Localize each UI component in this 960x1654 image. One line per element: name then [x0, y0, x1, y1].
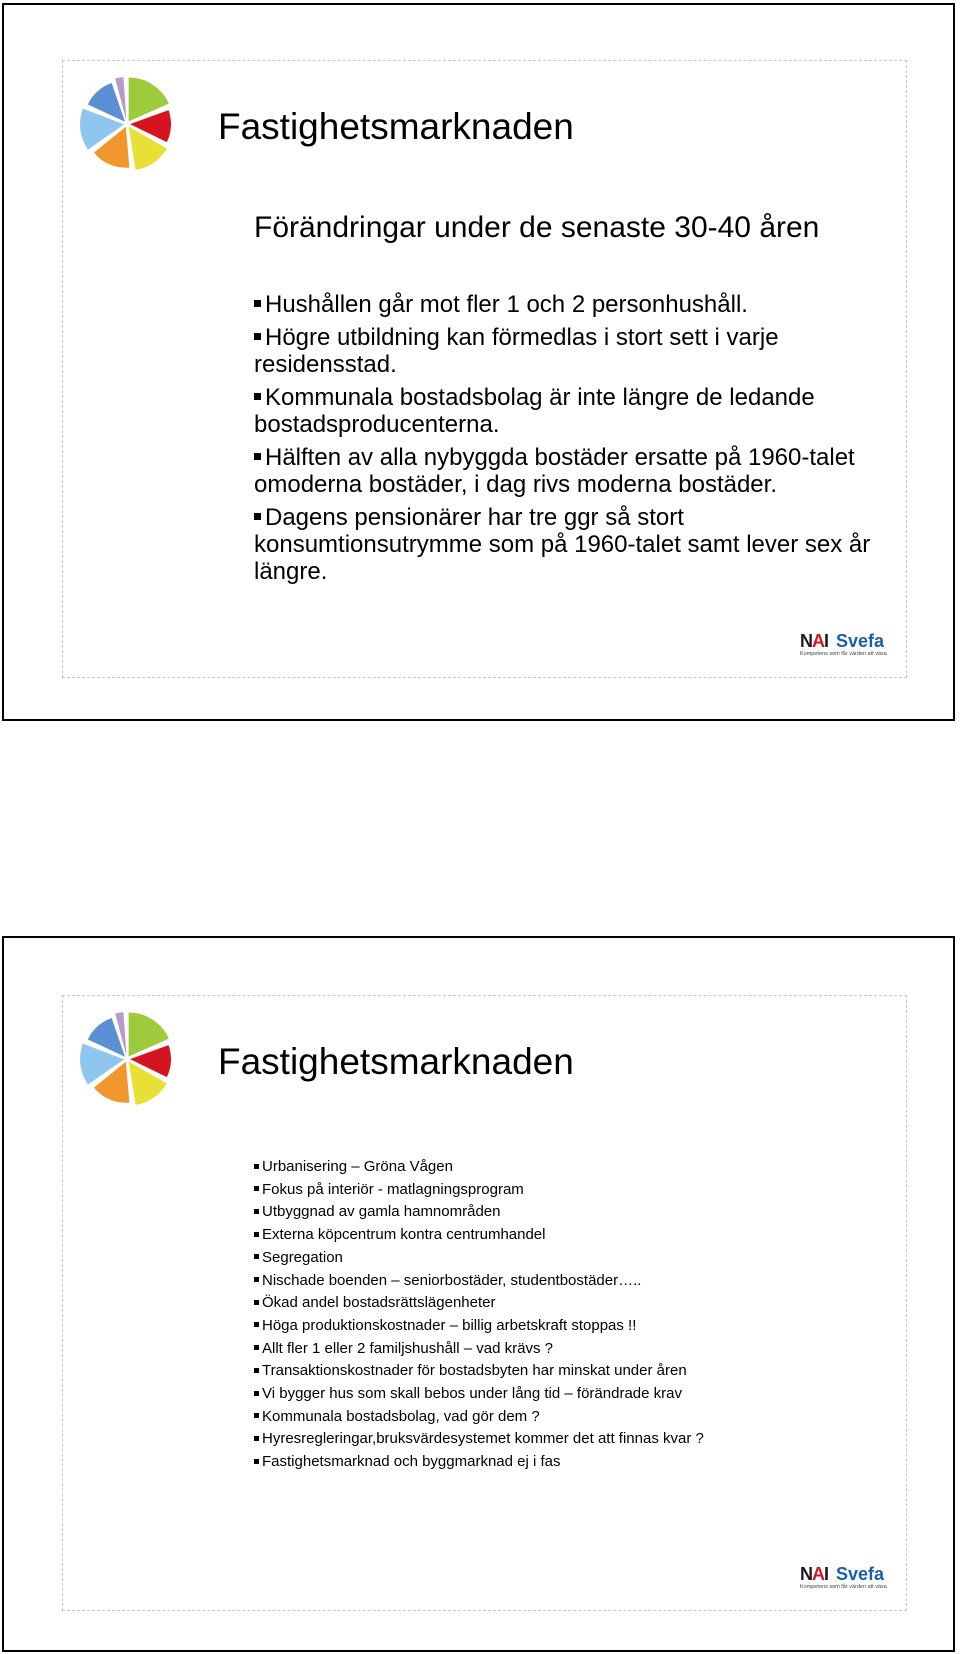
slide-content-area [62, 995, 907, 1611]
brand-name: Svefa [836, 1564, 885, 1584]
square-bullet-icon [254, 1277, 259, 1282]
slide-subtitle: Förändringar under de senaste 30-40 åren [254, 211, 820, 244]
slide-title: Fastighetsmarknaden [218, 106, 574, 147]
list-item: Höga produktionskostnader – billig arbetskraft stoppas !! [254, 1315, 874, 1338]
list-item: Fokus på interiör - matlagningsprogram [254, 1179, 874, 1202]
square-bullet-icon [254, 1300, 259, 1305]
square-bullet-icon [254, 1459, 259, 1464]
list-item: Vi bygger hus som skall bebos under lång tid – förändrade krav [254, 1383, 874, 1406]
slide-1 [2, 3, 955, 721]
square-bullet-icon [254, 1164, 259, 1169]
square-bullet-icon [254, 1209, 259, 1214]
square-bullet-icon [254, 1413, 259, 1418]
list-item: Kommunala bostadsbolag, vad gör dem ? [254, 1406, 874, 1429]
list-item: Hälften av alla nybyggda bostäder ersatte på 1960-talet omoderna bostäder, i dag rivs moderna bostäder. [254, 444, 855, 498]
nai-svefa-logo: NAI Svefa Kompetens som får värden att växa [800, 631, 887, 657]
brand-name: Svefa [836, 631, 885, 651]
list-item: Hushållen går mot fler 1 och 2 personhushåll. [254, 291, 884, 318]
list-item: Segregation [254, 1247, 874, 1270]
list-item: Hyresregleringar,bruksvärdesystemet kommer det att finnas kvar ? [254, 1428, 874, 1451]
brand-tagline: Kompetens som får värden att växa [800, 1584, 887, 1590]
list-item: Ökad andel bostadsrättslägenheter [254, 1292, 874, 1315]
list-item: Allt fler 1 eller 2 familjshushåll – vad krävs ? [254, 1338, 874, 1361]
list-item: Högre utbildning kan förmedlas i stort sett i varje residensstad. [254, 324, 779, 378]
nai-svefa-logo: NAI Svefa Kompetens som får värden att växa [800, 1564, 887, 1590]
list-item: Urbanisering – Gröna Vågen [254, 1156, 874, 1179]
square-bullet-icon [254, 1322, 259, 1327]
square-bullet-icon [254, 333, 261, 340]
list-item: Transaktionskostnader för bostadsbyten har minskat under åren [254, 1360, 874, 1383]
square-bullet-icon [254, 453, 261, 460]
list-item: Dagens pensionärer har tre ggr så stort konsumtionsutrymme som på 1960-talet samt lever sex år längre. [254, 504, 871, 585]
square-bullet-icon [254, 513, 261, 520]
square-bullet-icon [254, 1186, 259, 1191]
slide-content-area [62, 60, 907, 678]
slide-2 [2, 936, 955, 1652]
square-bullet-icon [254, 1391, 259, 1396]
list-item: Fastighetsmarknad och byggmarknad ej i fas [254, 1451, 874, 1474]
square-bullet-icon [254, 1368, 259, 1373]
bullet-list [254, 291, 884, 591]
slide-title: Fastighetsmarknaden [218, 1041, 574, 1082]
list-item: Utbyggnad av gamla hamnområden [254, 1201, 874, 1224]
square-bullet-icon [254, 393, 261, 400]
square-bullet-icon [254, 1232, 259, 1237]
list-item: Externa köpcentrum kontra centrumhandel [254, 1224, 874, 1247]
brand-tagline: Kompetens som får värden att växa [800, 651, 887, 657]
list-item: Nischade boenden – seniorbostäder, studentbostäder….. [254, 1270, 874, 1293]
square-bullet-icon [254, 300, 261, 307]
square-bullet-icon [254, 1254, 259, 1259]
list-item: Kommunala bostadsbolag är inte längre de ledande bostadsproducenterna. [254, 384, 815, 438]
square-bullet-icon [254, 1436, 259, 1441]
square-bullet-icon [254, 1345, 259, 1350]
bullet-list [254, 1156, 874, 1474]
